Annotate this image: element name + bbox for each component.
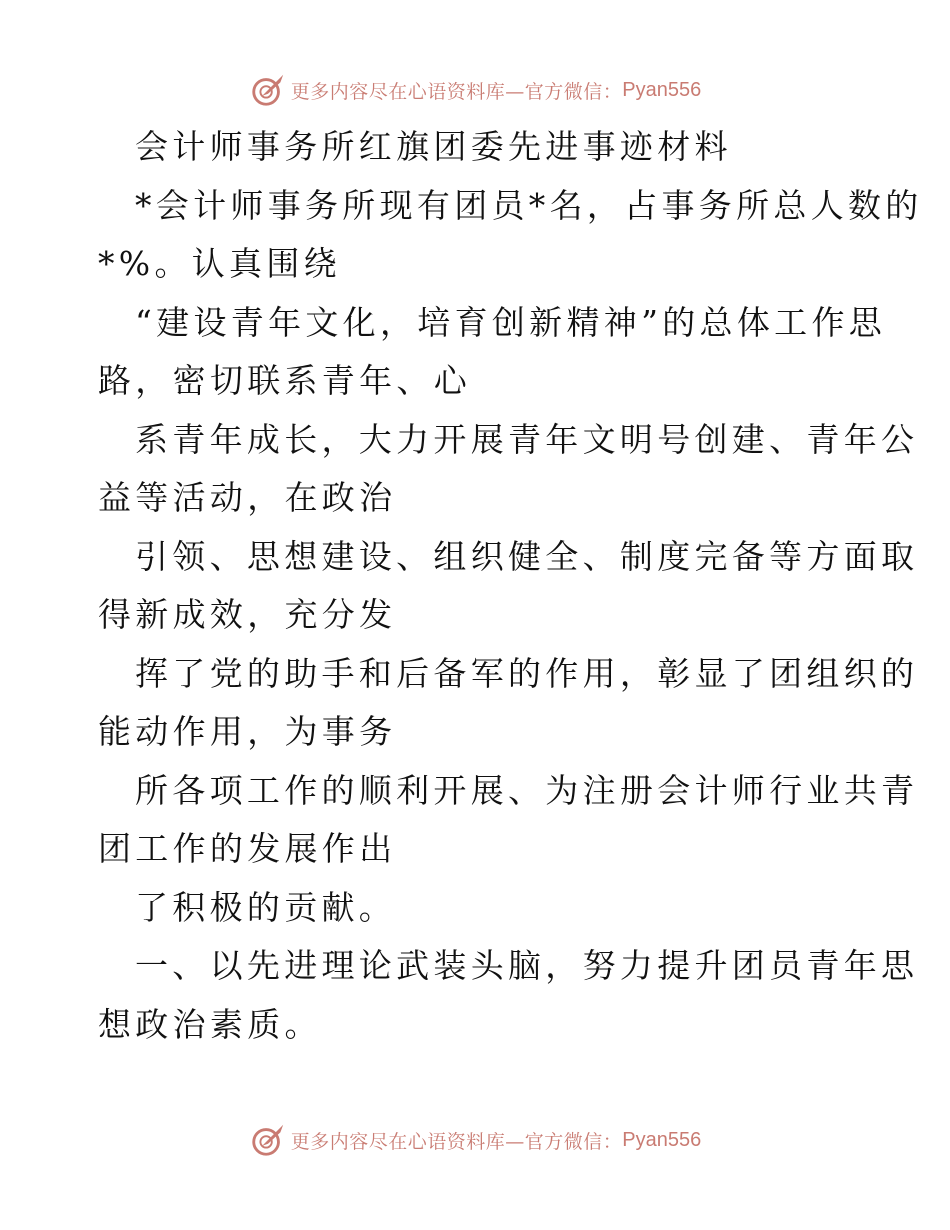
section-heading-continued: 想政治素质。 xyxy=(98,1004,322,1044)
paragraph-line: 路，密切联系青年、心 xyxy=(98,361,471,400)
watermark-text: 更多内容尽在心语资料库—官方微信： xyxy=(290,1130,623,1153)
watermark-id: Pyan556 xyxy=(622,78,702,101)
paragraph-line: 得新成效，充分发 xyxy=(98,595,397,634)
paragraph-line: “建设青年文化，培育创新精神”的总体工作思 xyxy=(135,302,887,342)
quill-logo-icon xyxy=(249,71,287,109)
footer-watermark xyxy=(0,1120,950,1160)
watermark-id: Pyan556 xyxy=(622,1128,702,1151)
paragraph-line: 引领、思想建设、组织健全、制度完备等方面取 xyxy=(135,536,919,576)
quill-logo-icon xyxy=(249,1121,287,1159)
paragraph-line: 系青年成长，大力开展青年文明号创建、青年公 xyxy=(135,419,919,459)
paragraph-line: *%。认真围绕 xyxy=(98,244,341,283)
paragraph-line: 所各项工作的顺利开展、为注册会计师行业共青 xyxy=(135,770,919,810)
document-title: 会计师事务所红旗团委先进事迹材料 xyxy=(135,127,732,166)
paragraph-line: 团工作的发展作出 xyxy=(98,829,397,868)
header-watermark xyxy=(0,70,950,110)
paragraph-line: 挥了党的助手和后备军的作用，彰显了团组织的 xyxy=(135,653,919,693)
document-body xyxy=(98,118,923,1054)
paragraph-line: 益等活动，在政治 xyxy=(98,478,397,517)
watermark-text: 更多内容尽在心语资料库—官方微信： xyxy=(290,80,623,103)
section-heading: 一、以先进理论武装头脑，努力提升团员青年思 xyxy=(135,946,919,985)
paragraph-line: *会计师事务所现有团员*名，占事务所总人数的 xyxy=(135,185,923,225)
paragraph-line: 了积极的贡献。 xyxy=(135,887,397,927)
paragraph-line: 能动作用，为事务 xyxy=(98,712,397,751)
